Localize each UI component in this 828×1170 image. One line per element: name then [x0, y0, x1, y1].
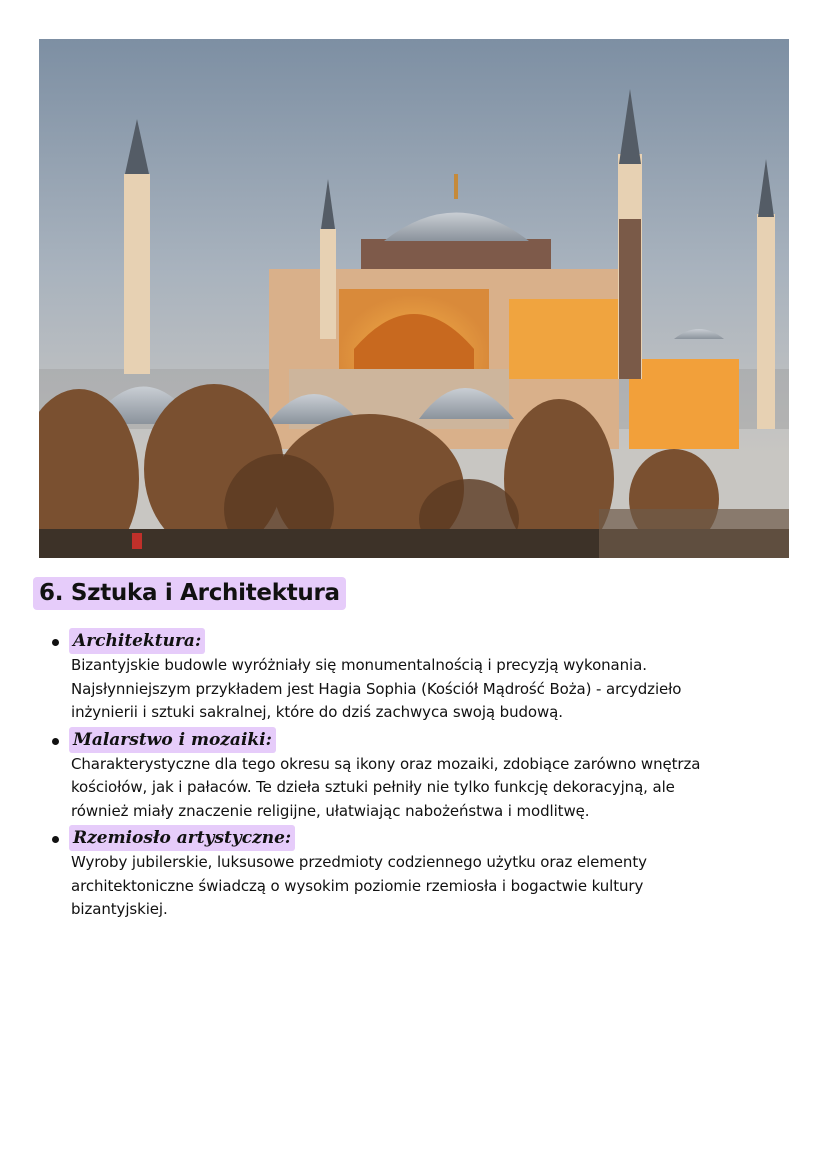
body-line: kościołów, jak i pałaców. Te dzieła sztuki pełniły nie tylko funkcję dekoracyjną, ale — [71, 778, 675, 796]
topic-list — [40, 628, 800, 924]
body-line: Wyroby jubilerskie, luksusowe przedmioty codziennego użytku oraz elementy — [71, 853, 647, 871]
bullet-icon — [52, 738, 59, 745]
section-heading: 6. Sztuka i Architektura — [39, 580, 340, 606]
bullet-icon — [52, 639, 59, 646]
body-line: bizantyjskiej. — [71, 900, 168, 918]
body-line: Charakterystyczne dla tego okresu są ikony oraz mozaiki, zdobiące zarówno wnętrza — [71, 754, 701, 773]
hagia-sophia-photo — [39, 39, 789, 558]
body-line: Najsłynniejszym przykładem jest Hagia Sophia (Kościół Mądrość Boża) - arcydzieło — [71, 679, 682, 698]
item-body — [71, 753, 800, 824]
body-line: Bizantyjskie budowle wyróżniały się monumentalnością i precyzją wykonania. — [71, 656, 647, 674]
item-body — [71, 851, 800, 922]
item-title: Malarstwo i mozaiki: — [69, 727, 276, 753]
item-body — [71, 654, 800, 725]
list-item-craftsmanship — [40, 825, 800, 922]
item-title: Architektura: — [69, 628, 205, 654]
bullet-icon — [52, 836, 59, 843]
body-line: architektoniczne świadczą o wysokim poziomie rzemiosła i bogactwie kultury — [71, 876, 644, 895]
section-heading-highlight — [33, 577, 346, 610]
body-line: inżynierii i sztuki sakralnej, które do dziś zachwyca swoją budową. — [71, 703, 563, 721]
item-title: Rzemiosło artystyczne: — [69, 825, 295, 851]
list-item-painting-mosaics — [40, 727, 800, 824]
body-line: również miały znaczenie religijne, ułatwiając nabożeństwa i modlitwę. — [71, 801, 590, 820]
list-item-architecture — [40, 628, 800, 725]
